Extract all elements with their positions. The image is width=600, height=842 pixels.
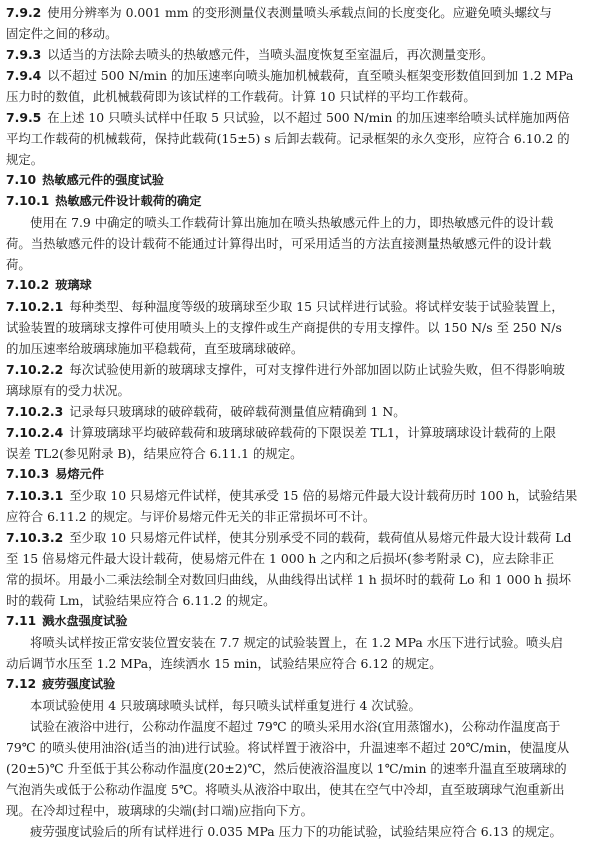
line-text: 至少取 10 只易熔元件试样，使其承受 15 倍的易熔元件最大设计载荷历时 100 h，试验结果 (69, 488, 578, 503)
text-line (6, 569, 594, 590)
line-text: 玻璃球 (55, 278, 92, 292)
text-line (6, 86, 594, 107)
clause-paragraph (6, 485, 594, 506)
clause-number: 7.12 (6, 677, 37, 691)
clause-paragraph (6, 422, 594, 443)
body-paragraph (6, 695, 594, 716)
body-paragraph (6, 821, 594, 842)
line-text: 使用在 7.9 中确定的喷头工作载荷计算出施加在喷头热敏感元件上的力，即热敏感元件的设计载 (30, 215, 554, 230)
section-heading (6, 170, 594, 191)
clause-number: 7.10.1 (6, 194, 50, 208)
clause-number: 7.9.4 (6, 68, 42, 83)
line-text: 热敏感元件设计载荷的确定 (55, 194, 202, 208)
line-text: 璃球原有的受力状况。 (6, 383, 130, 398)
line-text: 固定件之间的移动。 (6, 26, 118, 41)
text-line (6, 653, 594, 674)
text-line (6, 338, 594, 359)
text-line (6, 443, 594, 464)
line-text: 至 15 倍易熔元件最大设计载荷，使易熔元件在 1 000 h 之内和之后损坏(参考附录 C)，应去除非正 (6, 551, 555, 566)
clause-number: 7.10 (6, 173, 37, 187)
text-line (6, 149, 594, 170)
line-text: 动后调节水压至 1.2 MPa，连续洒水 15 min，试验结果应符合 6.12 的规定。 (6, 656, 442, 671)
section-heading (6, 674, 594, 695)
clause-number: 7.9.2 (6, 5, 42, 20)
document-body (6, 2, 594, 842)
line-text: 热敏感元件的强度试验 (42, 173, 164, 187)
text-line (6, 128, 594, 149)
clause-number: 7.10.3 (6, 467, 50, 481)
line-text: 溅水盘强度试验 (42, 614, 128, 628)
line-text: 每次试验使用新的玻璃球支撑件，可对支撑件进行外部加固以防止试验失败，但不得影响玻 (69, 362, 565, 377)
line-text: 将喷头试样按正常安装位置安装在 7.7 规定的试验装置上，在 1.2 MPa 水压下进行试验。喷头启 (30, 635, 564, 650)
clause-paragraph (6, 527, 594, 548)
clause-number: 7.9.5 (6, 110, 42, 125)
clause-paragraph (6, 107, 594, 128)
body-paragraph (6, 632, 594, 653)
clause-paragraph (6, 296, 594, 317)
line-text: 气泡消失或低于公称动作温度 5℃。将喷头从液浴中取出，使其在空气中冷却，直至玻璃球气泡重新出 (6, 782, 565, 797)
text-line (6, 23, 594, 44)
text-line (6, 506, 594, 527)
line-text: 以适当的方法除去喷头的热敏感元件，当喷头温度恢复至室温后，再次测量变形。 (47, 47, 494, 62)
line-text: (20±5)℃ 升至低于其公称动作温度(20±2)℃，然后使液浴温度以 1℃/min 的速率升温直至玻璃球的 (6, 761, 567, 776)
line-text: 压力时的数值，此机械载荷即为该试样的工作载荷。计算 10 只试样的平均工作载荷。 (6, 89, 476, 104)
line-text: 荷。 (6, 257, 31, 272)
line-text: 易熔元件 (55, 467, 104, 481)
line-text: 每种类型、每种温度等级的玻璃球至少取 15 只试样进行试验。将试样安装于试验装置上， (69, 299, 564, 314)
clause-paragraph (6, 359, 594, 380)
text-line (6, 737, 594, 758)
section-heading (6, 464, 594, 485)
text-line (6, 233, 594, 254)
section-heading (6, 191, 594, 212)
clause-paragraph (6, 44, 594, 65)
line-text: 应符合 6.11.2 的规定。与评价易熔元件无关的非正常损坏可不计。 (6, 509, 376, 524)
clause-number: 7.11 (6, 614, 37, 628)
text-line (6, 779, 594, 800)
clause-number: 7.10.2 (6, 278, 50, 292)
line-text: 现。在冷却过程中，玻璃球的尖端(封口端)应指向下方。 (6, 803, 314, 818)
clause-number: 7.10.2.1 (6, 299, 64, 314)
line-text: 在上述 10 只喷头试样中任取 5 只试验，以不超过 500 N/min 的加压速率给喷头试样施加两倍 (47, 110, 570, 125)
clause-paragraph (6, 65, 594, 86)
text-line (6, 590, 594, 611)
line-text: 时的载荷 Lm，试验结果应符合 6.11.2 的规定。 (6, 593, 276, 608)
line-text: 误差 TL2(参见附录 B)，结果应符合 6.11.1 的规定。 (6, 446, 303, 461)
body-paragraph (6, 716, 594, 737)
text-line (6, 548, 594, 569)
text-line (6, 380, 594, 401)
clause-number: 7.10.2.3 (6, 404, 64, 419)
clause-number: 7.10.2.4 (6, 425, 64, 440)
section-heading (6, 275, 594, 296)
line-text: 疲劳强度试验后的所有试样进行 0.035 MPa 压力下的功能试验，试验结果应符合 6.13 的规定。 (30, 824, 562, 839)
line-text: 至少取 10 只易熔元件试样，使其分别承受不同的载荷，载荷值从易熔元件最大设计载荷 Ld (69, 530, 572, 545)
text-line (6, 254, 594, 275)
line-text: 本项试验使用 4 只玻璃球喷头试样，每只喷头试样重复进行 4 次试验。 (30, 698, 421, 713)
clause-number: 7.10.2.2 (6, 362, 64, 377)
text-line (6, 800, 594, 821)
clause-paragraph (6, 401, 594, 422)
clause-number: 7.10.3.2 (6, 530, 64, 545)
clause-paragraph (6, 2, 594, 23)
line-text: 以不超过 500 N/min 的加压速率向喷头施加机械载荷，直至喷头框架变形数值回到加 1.2 MPa (47, 68, 574, 83)
line-text: 荷。当热敏感元件的设计载荷不能通过计算得出时，可采用适当的方法直接测量热敏感元件的设计载 (6, 236, 552, 251)
line-text: 规定。 (6, 152, 44, 167)
line-text: 计算玻璃球平均破碎载荷和玻璃球破碎载荷的下限误差 TL1，计算玻璃球设计载荷的上限 (69, 425, 557, 440)
line-text: 试验在液浴中进行，公称动作温度不超过 79℃ 的喷头采用水浴(宜用蒸馏水)，公称动作温度高于 (30, 719, 561, 734)
line-text: 常的损坏。用最小二乘法绘制全对数回归曲线，从曲线得出试样 1 h 损坏时的载荷 Lo 和 1 000 h 损坏 (6, 572, 571, 587)
clause-number: 7.10.3.1 (6, 488, 64, 503)
line-text: 平均工作载荷的机械载荷，保持此载荷(15±5) s 后卸去载荷。记录框架的永久变形，应符合 6.10.2 的 (6, 131, 570, 146)
body-paragraph (6, 212, 594, 233)
text-line (6, 758, 594, 779)
line-text: 疲劳强度试验 (42, 677, 116, 691)
line-text: 试验装置的玻璃球支撑件可使用喷头上的支撑件或生产商提供的专用支撑件。以 150 N/s 至 250 N/s (6, 320, 562, 335)
clause-number: 7.9.3 (6, 47, 42, 62)
line-text: 79℃ 的喷头使用油浴(适当的油)进行试验。将试样置于液浴中，升温速率不超过 20℃/min，使温度从 (6, 740, 570, 755)
line-text: 的加压速率给玻璃球施加平稳载荷，直至玻璃球破碎。 (6, 341, 304, 356)
text-line (6, 317, 594, 338)
line-text: 使用分辨率为 0.001 mm 的变形测量仪表测量喷头承载点间的长度变化。应避免喷头螺纹与 (47, 5, 552, 20)
section-heading (6, 611, 594, 632)
line-text: 记录每只玻璃球的破碎载荷，破碎载荷测量值应精确到 1 N。 (69, 404, 406, 419)
